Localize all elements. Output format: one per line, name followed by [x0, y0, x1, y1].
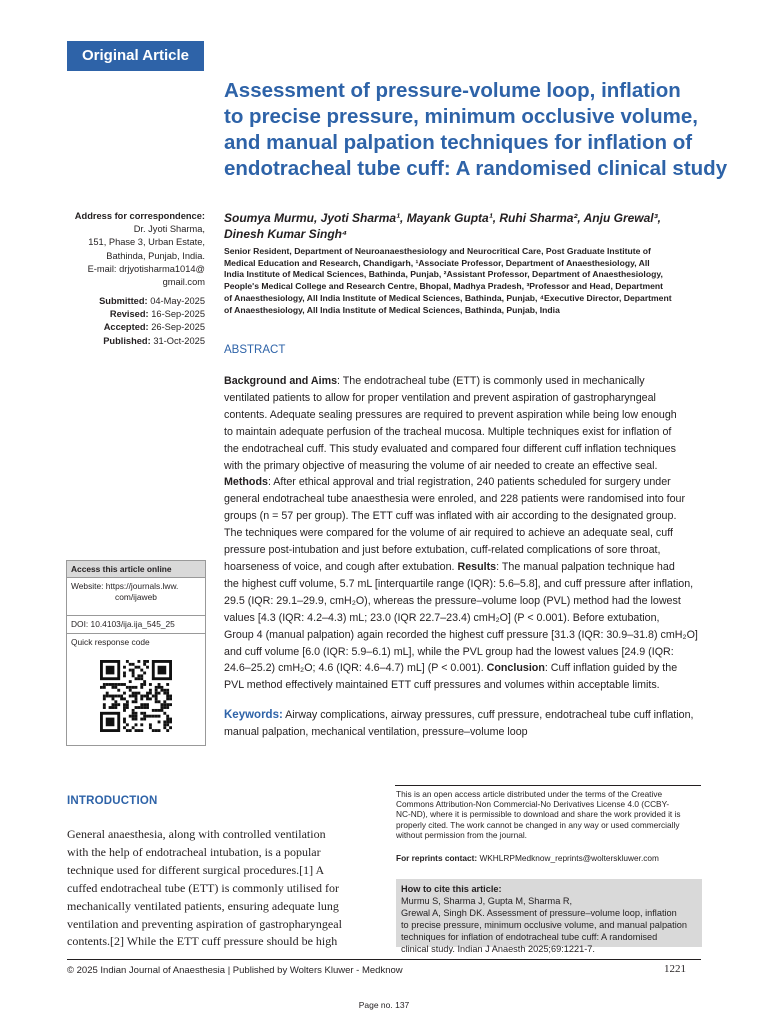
affiliation-line: of Anaesthesiology, All India Institute of Medical Sciences, Bathinda, Punjab, ⁴Executive Director, Department [224, 292, 672, 303]
footer-divider [67, 959, 701, 960]
affiliation-line: Senior Resident, Department of Neuroanaesthesiology and Neurocritical Care, Post Graduate Institute of [224, 246, 651, 256]
reprints-contact [396, 853, 659, 863]
license-line: This is an open access article distributed under the terms of the Creative [396, 789, 663, 799]
abstract-line: PVL method effectively maintained ETT cuff pressures and volumes within acceptable limits. [224, 679, 660, 692]
reprints-label: For reprints contact: [396, 853, 478, 863]
affiliations [224, 246, 704, 316]
keywords [224, 707, 700, 741]
abstract-line: Methods: After ethical approval and trial registration, 240 patients scheduled for surgery under [224, 476, 671, 489]
date-published: Published: 31-Oct-2025 [103, 335, 205, 346]
title-line: and manual palpation techniques for inflation of [224, 131, 693, 154]
correspondence-email[interactable]: gmail.com [162, 277, 205, 288]
intro-line: contents.[2] While the ETT cuff pressure should be high [67, 934, 338, 949]
correspondence-email[interactable]: E-mail: drjyotisharma1014@ [87, 263, 205, 274]
abstract-body [224, 373, 700, 694]
date-submitted: Submitted: 04-May-2025 [99, 296, 205, 306]
citation-box [396, 879, 702, 954]
abstract-line: values [4.3 (IQR: 4.2–4.3) mL; 23.0 (IQR 22.7–23.4) cmH₂O] (P < 0.001). Before extubation, [224, 611, 660, 624]
abstract-line: groups (n = 57 per group). The ETT cuff was inflated with air according to the designated group. [224, 510, 677, 523]
footer-copyright: © 2025 Indian Journal of Anaesthesia | Published by Wolters Kluwer - Medknow [67, 965, 403, 976]
title-line: to precise pressure, minimum occlusive volume, [224, 105, 698, 128]
abstract-line: pressure post-intubation and just before extubation, cuff-related complications of sore throat, [224, 544, 661, 557]
correspondence-label: Address for correspondence: [74, 211, 205, 221]
abstract-heading: ABSTRACT [224, 344, 286, 356]
license-line: NC-ND), where it is permissible to download and share the work provided it is [396, 809, 681, 820]
title-line: Assessment of pressure-volume loop, inflation [224, 79, 681, 102]
footer-page-number: 1221 [664, 963, 686, 975]
article-title [224, 78, 728, 182]
abstract-line: Background and Aims: The endotracheal tube (ETT) is commonly used in mechanically [224, 375, 645, 387]
abstract-line: ventilated patients to allow for proper ventilation and prevent aspiration of gastropharyngeal [224, 391, 656, 404]
abstract-line: Group 4 (manual palpation) again recorded the highest cuff pressure [31.3 (IQR: 30.9–31.8) cmH₂O] [224, 628, 698, 641]
abstract-line: the endotracheal cuff. This study evaluated and compared four different cuff inflation techniques [224, 442, 676, 455]
license-line: without permission from the journal. [396, 829, 527, 840]
correspondence-block [30, 210, 205, 289]
date-accepted: Accepted: 26-Sep-2025 [103, 322, 205, 333]
keywords-line: Keywords: Airway complications, airway pressures, cuff pressure, endotracheal tube cuff inflation, [224, 709, 694, 721]
page-label: Page no. 137 [358, 1000, 410, 1010]
license-line: Commons Attribution-Non Commercial-No Derivatives License 4.0 (CCBY- [396, 799, 670, 810]
access-heading: Access this article online [67, 561, 205, 578]
affiliation-line: Medical Education and Research, Chandigarh, ¹Associate Professor, Department of Anaesthesiology, All [224, 257, 650, 268]
abstract-line: with the primary objective of measuring the volume of air needed to create an effective seal. [224, 459, 658, 472]
reprints-email[interactable]: WKHLRPMedknow_reprints@wolterskluwer.com [477, 853, 659, 863]
access-qr-label: Quick response code [71, 637, 150, 647]
website-link[interactable]: com/ijaweb [115, 592, 157, 602]
keywords-label: Keywords: [224, 709, 283, 721]
keywords-line: manual palpation, mechanical ventilation, pressure–volume loop [224, 725, 528, 738]
date-revised: Revised: 16-Sep-2025 [109, 309, 205, 320]
license-notice [396, 789, 702, 840]
cite-line: Grewal A, Singh DK. Assessment of pressure–volume loop, inflation [401, 908, 677, 918]
intro-line: technique used for different surgical procedures.[1] A [67, 862, 325, 877]
dates-block [30, 295, 205, 348]
divider [395, 785, 701, 786]
abstract-line: and cuff volume [6.0 (IQR: 5.9–6.1) mL], while the PVL group had the lowest values [24.9 (IQR: [224, 645, 674, 658]
access-box [66, 560, 206, 746]
correspondence-line: Dr. Jyoti Sharma, [133, 224, 205, 235]
cite-line: How to cite this article: Murmu S, Sharma J, Gupta M, Sharma R, [401, 884, 573, 906]
license-line: properly cited. The work cannot be changed in any way or used commercially [396, 819, 680, 830]
abstract-line: the highest cuff volume, 5.7 mL [interquartile range (IQR): 5.6–5.8], and cuff pressure after inflation, [224, 577, 694, 590]
introduction-body [67, 826, 375, 951]
correspondence-line: 151, Phase 3, Urban Estate, [88, 237, 205, 248]
cite-line: techniques for inflation of endotracheal tube cuff: A randomised [401, 932, 658, 942]
access-doi[interactable]: DOI: 10.4103/ija.ija_545_25 [67, 616, 205, 634]
abstract-line: general endotracheal tube anaesthesia were enroled, and 228 patients were randomised into four [224, 493, 686, 506]
authors-line: Dinesh Kumar Singh⁴ [224, 226, 348, 241]
abstract-line: 24.6–25.2) cmH₂O; 4.6 (IQR: 4.6–4.7) mL] (P < 0.001). Conclusion: Cuff inflation guided by the [224, 662, 678, 675]
website-link[interactable]: https://journals.lww. [105, 581, 179, 591]
intro-line: General anaesthesia, along with controlled ventilation [67, 827, 326, 841]
access-website: Website: https://journals.lww. com/ijaweb [67, 578, 205, 616]
abstract-line: contents. Adequate sealing pressures are required to prevent aspiration while being low enough [224, 408, 677, 421]
abstract-line: hoarseness of voice, and cough after extubation. Results: The manual palpation technique had [224, 560, 675, 573]
intro-line: with the help of endotracheal intubation, is a popular [67, 844, 321, 859]
abstract-line: 29.5 (IQR: 29.1–29.9, cmH₂O), whereas the pressure–volume loop (PVL) method had the lowest [224, 594, 681, 607]
affiliation-line: of Anaesthesiology, All India Institute of Medical Sciences, Bathinda, Punjab, India [224, 304, 560, 315]
article-type-badge: Original Article [67, 41, 204, 71]
cite-line: to precise pressure, minimum occlusive volume, and manual palpation [401, 920, 687, 930]
intro-line: ventilation and preventing aspiration of gastropharyngeal [67, 916, 342, 931]
authors [224, 211, 704, 242]
affiliation-line: People's Medical College and Research Centre, Bhopal, Madhya Pradesh, ³Professor and Head, Department [224, 281, 664, 292]
abstract-line: The techniques were compared for the volume of air required to achieve an adequate seal, cuff [224, 527, 673, 540]
intro-line: mechanically ventilated patients, ensuring adequate lung [67, 898, 339, 913]
affiliation-line: India Institute of Medical Sciences, Bathinda, Punjab, ²Assistant Professor, Department of Anaesthesiology, [224, 269, 663, 280]
abstract-line: to maintain adequate perfusion of the tracheal mucosa. Multiple techniques exist for inflation of [224, 425, 672, 438]
intro-line: cuffed endotracheal tube (ETT) is commonly utilised for [67, 880, 340, 895]
title-line: endotracheal tube cuff: A randomised clinical study [224, 157, 728, 180]
correspondence-line: Bathinda, Punjab, India. [106, 250, 205, 261]
authors-line: Soumya Murmu, Jyoti Sharma¹, Mayank Gupta¹, Ruhi Sharma², Anju Grewal³, [224, 211, 661, 225]
cite-line: clinical study. Indian J Anaesth 2025;69:1221-7. [401, 944, 595, 954]
qr-code-icon[interactable] [100, 660, 172, 732]
introduction-heading: INTRODUCTION [67, 795, 158, 807]
